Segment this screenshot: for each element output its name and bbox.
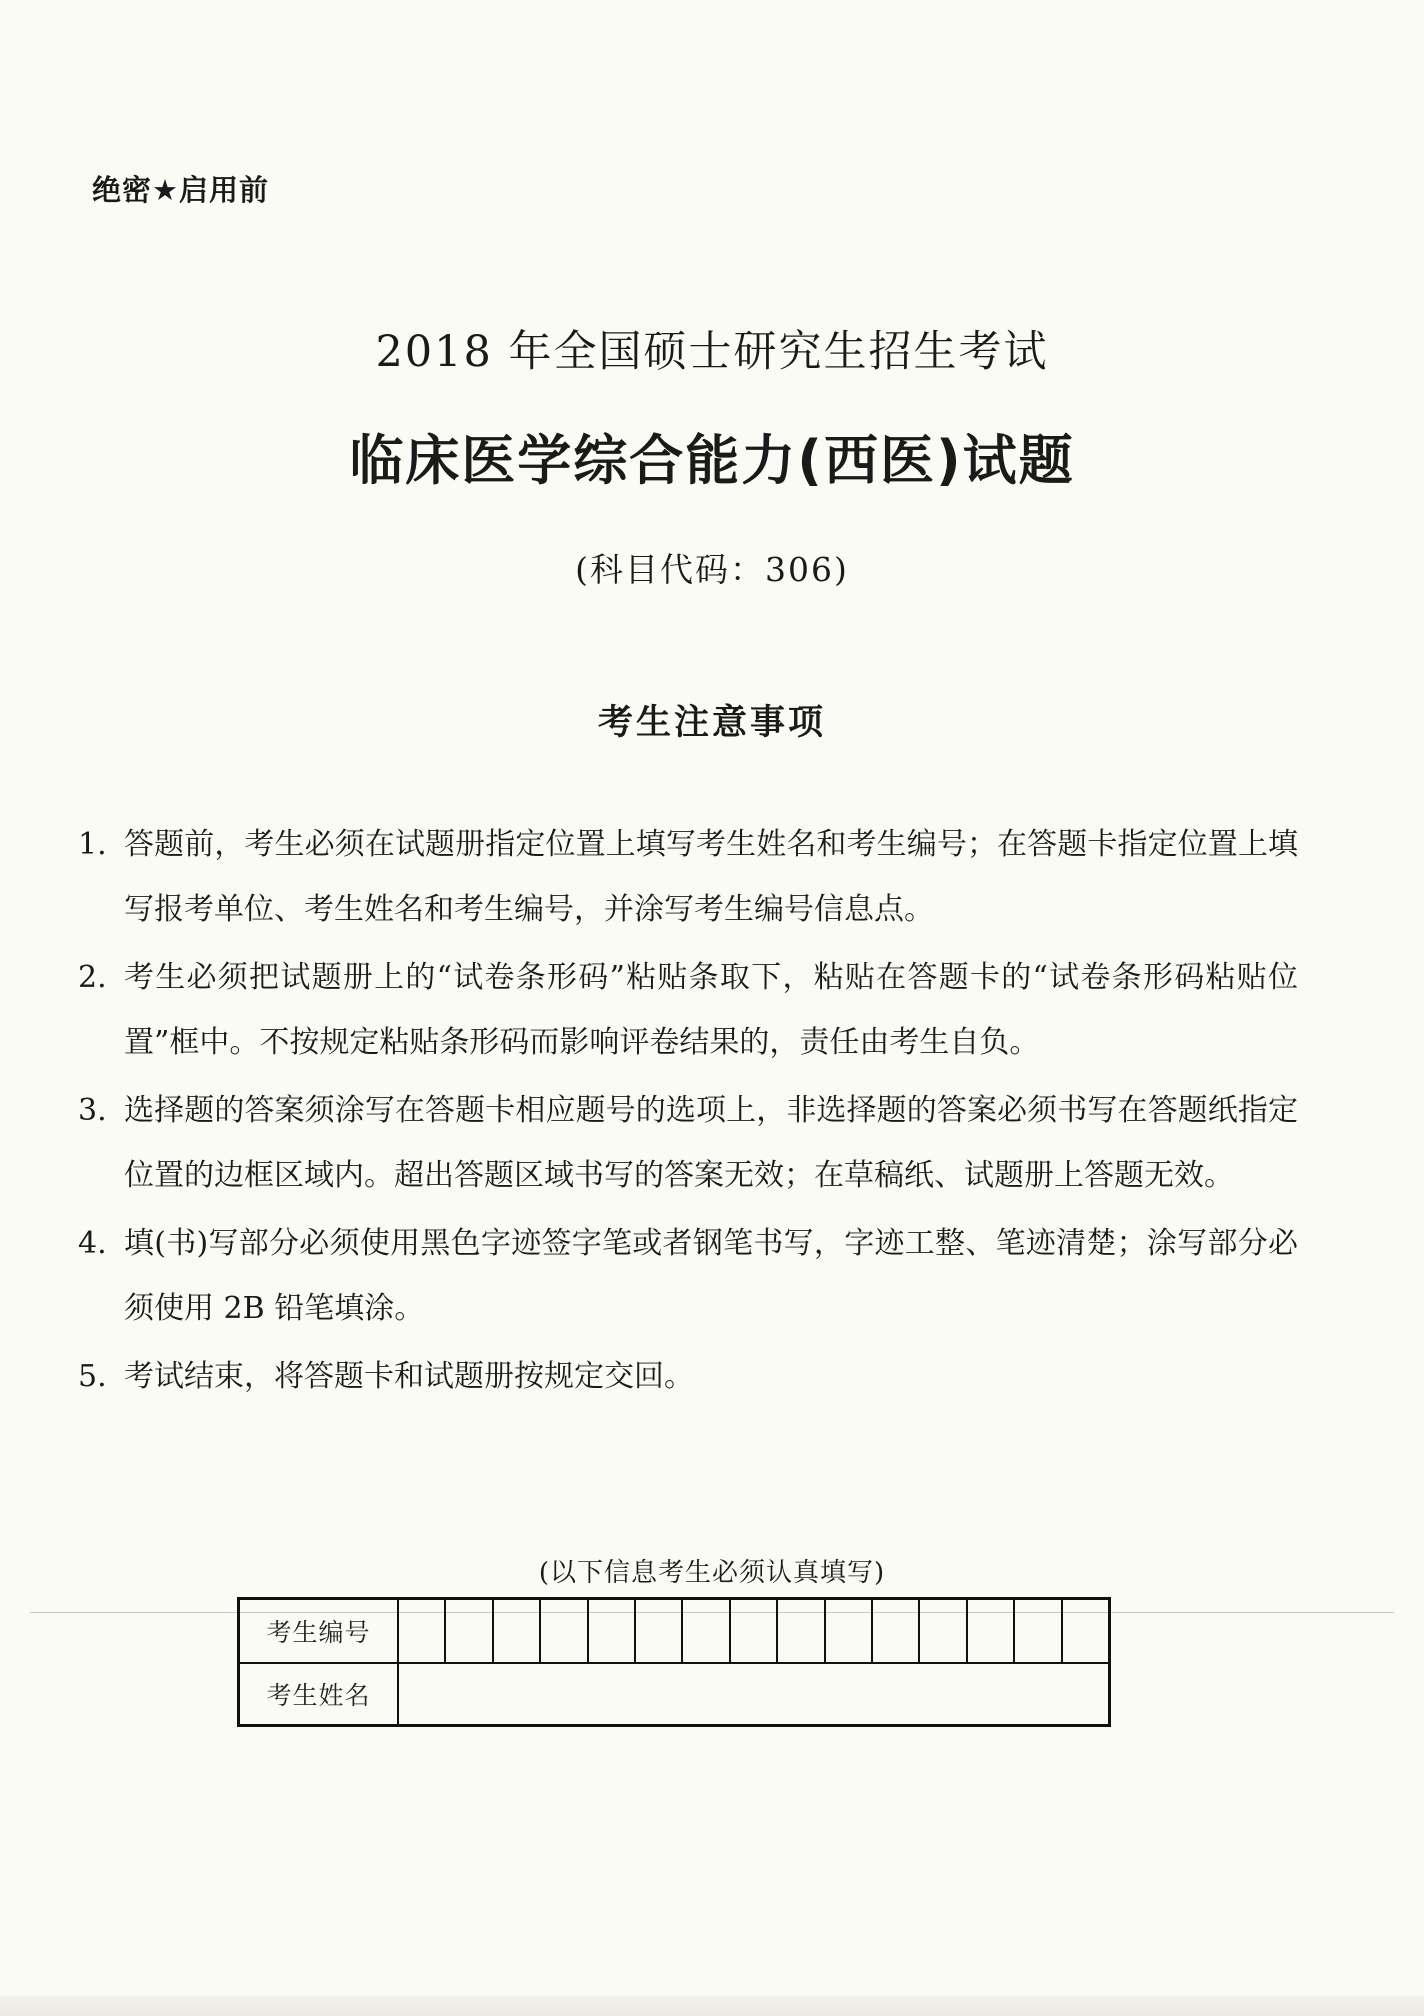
notice-item-3 (78, 1078, 1298, 1208)
notice-text: 考生必须把试题册上的“试卷条形码”粘贴条取下，粘贴在答题卡的“试卷条形码粘贴位置”框中。不按规定粘贴条形码而影响评卷结果的，责任由考生自负。 (124, 960, 1298, 1060)
candidate-id-row (240, 1600, 1108, 1664)
candidate-id-label: 考生编号 (240, 1600, 399, 1662)
candidate-id-box[interactable] (731, 1600, 778, 1662)
notice-number: 4. (78, 1226, 107, 1261)
classification-mark: 绝密★启用前 (92, 173, 269, 207)
notice-heading: 考生注意事项 (597, 703, 826, 743)
notice-text: 填(书)写部分必须使用黑色字迹签字笔或者钢笔书写，字迹工整、笔迹清楚；涂写部分必须使用 2B 铅笔填涂。 (124, 1226, 1298, 1326)
candidate-id-box[interactable] (778, 1600, 825, 1662)
candidate-id-box[interactable] (873, 1600, 920, 1662)
exam-title: 2018 年全国硕士研究生招生考试 (375, 327, 1049, 377)
notice-number: 3. (78, 1093, 107, 1128)
candidate-id-box[interactable] (446, 1600, 493, 1662)
candidate-name-row (240, 1664, 1108, 1724)
notice-number: 5. (78, 1359, 107, 1394)
subject-title: 临床医学综合能力(西医)试题 (349, 429, 1075, 492)
candidate-name-label: 考生姓名 (240, 1664, 399, 1724)
notice-number: 1. (78, 827, 107, 862)
notice-item-4 (78, 1211, 1298, 1341)
candidate-id-boxes (399, 1600, 1108, 1662)
candidate-id-box[interactable] (968, 1600, 1015, 1662)
notice-item-2 (78, 945, 1298, 1075)
notice-text: 考试结束，将答题卡和试题册按规定交回。 (124, 1359, 694, 1394)
notice-item-1 (78, 812, 1298, 942)
candidate-id-box[interactable] (589, 1600, 636, 1662)
candidate-id-box[interactable] (826, 1600, 873, 1662)
info-caption: (以下信息考生必须认真填写) (538, 1558, 886, 1588)
notice-number: 2. (78, 960, 107, 995)
candidate-id-box[interactable] (683, 1600, 730, 1662)
candidate-id-box[interactable] (399, 1600, 446, 1662)
notice-item-5 (78, 1344, 1298, 1409)
subject-code: (科目代码：306) (575, 550, 849, 589)
notice-text: 答题前，考生必须在试题册指定位置上填写考生姓名和考生编号；在答题卡指定位置上填写报考单位、考生姓名和考生编号，并涂写考生编号信息点。 (124, 827, 1298, 927)
candidate-id-box[interactable] (541, 1600, 588, 1662)
candidate-id-box[interactable] (920, 1600, 967, 1662)
scan-edge (0, 1996, 1424, 2016)
candidate-id-box[interactable] (1063, 1600, 1108, 1662)
candidate-id-box[interactable] (636, 1600, 683, 1662)
notice-list (78, 812, 1298, 1412)
candidate-info-table (237, 1597, 1111, 1727)
notice-text: 选择题的答案须涂写在答题卡相应题号的选项上，非选择题的答案必须书写在答题纸指定位置的边框区域内。超出答题区域书写的答案无效；在草稿纸、试题册上答题无效。 (124, 1093, 1298, 1193)
candidate-id-box[interactable] (1015, 1600, 1062, 1662)
candidate-id-box[interactable] (494, 1600, 541, 1662)
candidate-name-field[interactable] (399, 1664, 1108, 1724)
